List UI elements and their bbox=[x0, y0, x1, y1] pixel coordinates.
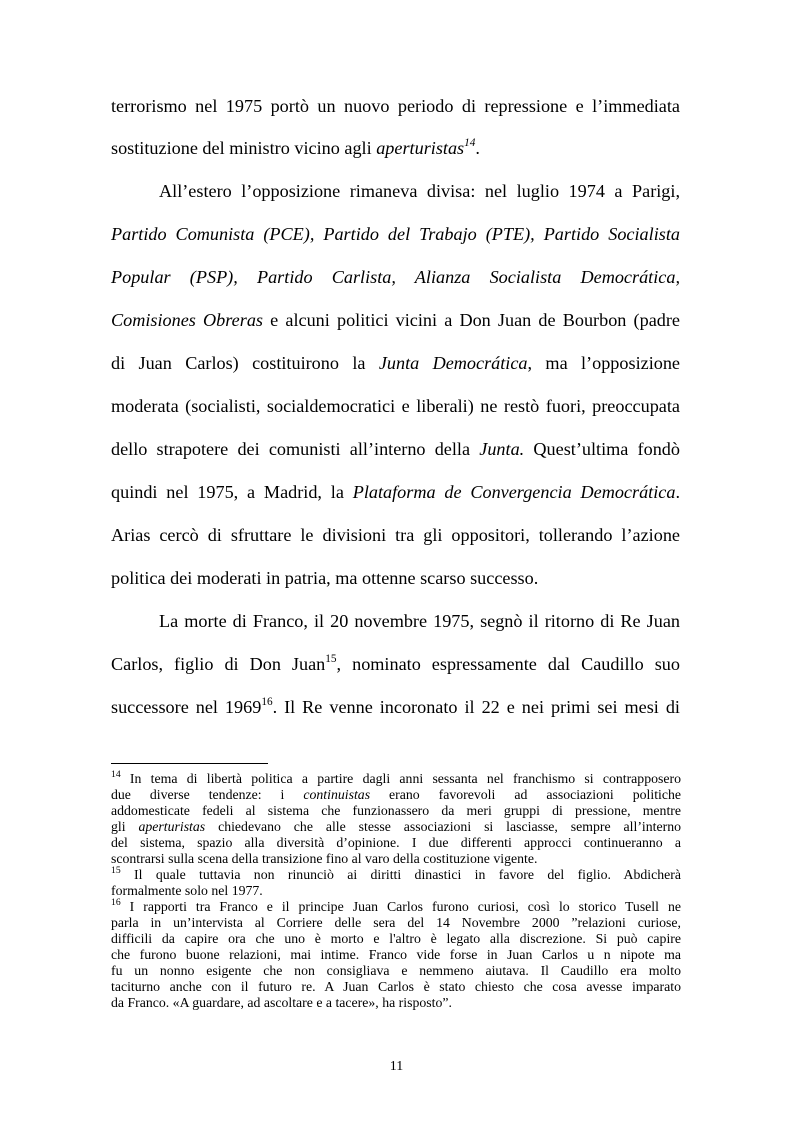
body-line-12: politica dei moderati in patria, ma ottenne scarso successo. bbox=[111, 568, 539, 588]
body-line-1: terrorismo nel 1975 portò un nuovo periodo di repressione e l’immediata bbox=[111, 96, 680, 116]
footnote-16-line-7: da Franco. «A guardare, ad ascoltare e a tacere», ha risposto”. bbox=[111, 995, 452, 1010]
footnote-16-line-1: $^{16}$ I rapporti tra Franco e il principe Juan Carlos furono curiosi, così lo storico Tusell ne bbox=[111, 896, 681, 914]
footnote-16-line-3: difficili da capire ora che uno è morto e l'altro è legato alla discrezione. Si può capire bbox=[111, 931, 681, 946]
footnote-14-line-2: due diverse tendenze: i continuistas erano favorevoli ad associazioni politiche bbox=[111, 787, 682, 802]
footnote-14-line-5: del sistema, spazio alla diversità d’opinione. I due differenti approcci continueranno a bbox=[111, 835, 681, 850]
footnote-14-line-1: $^{14}$ In tema di libertà politica a partire dagli anni sessanta nel franchismo si contrapposero bbox=[111, 768, 681, 786]
footnote-14-line-4: gli aperturistas chiedevano che alle stesse associazioni si lasciasse, sempre all’interno bbox=[111, 819, 681, 834]
footnote-separator bbox=[111, 763, 268, 764]
body-line-9: dello strapotere dei comunisti all’interno della Junta. Quest’ultima fondò bbox=[111, 439, 680, 459]
body-line-13: La morte di Franco, il 20 novembre 1975, segnò il ritorno di Re Juan bbox=[159, 611, 680, 631]
footnote-16-line-6: taciturno anche con il futuro re. A Juan Carlos è stato chiesto che cosa avesse imparato bbox=[111, 979, 681, 994]
footnote-16-line-5: fu un nonno esigente che non consigliava e nemmeno aiutava. Il Caudillo era molto bbox=[111, 963, 681, 978]
body-line-5: Popular (PSP), Partido Carlista, Alianza Socialista Democrática, bbox=[111, 267, 680, 287]
footnote-16-line-4: che furono buone relazioni, mai intime. Franco vide forse in Juan Carlos u n nipote ma bbox=[111, 947, 681, 962]
body-line-10: quindi nel 1975, a Madrid, la Plataforma de Convergencia Democrática. bbox=[111, 482, 680, 502]
footnote-15-line-1: $^{15}$ Il quale tuttavia non rinunciò ai diritti dinastici in favore del figlio. Abdicherà bbox=[111, 864, 681, 882]
body-line-7: di Juan Carlos) costituirono la Junta Democrática, ma l’opposizione bbox=[111, 353, 681, 373]
body-line-15: successore nel 1969$^{16}$. Il Re venne incoronato il 22 e nei primi sei mesi di bbox=[111, 696, 680, 717]
footnote-16-line-2: parla in un’intervista al Corriere delle sera del 14 Novembre 2000 ”relazioni curiose, bbox=[111, 915, 681, 930]
body-line-14: Carlos, figlio di Don Juan$^{15}$, nominato espressamente dal Caudillo suo bbox=[111, 653, 680, 674]
footnote-15-line-2: formalmente solo nel 1977. bbox=[111, 883, 263, 898]
body-line-4: Partido Comunista (PCE), Partido del Trabajo (PTE), Partido Socialista bbox=[111, 224, 680, 244]
body-line-6: Comisiones Obreras e alcuni politici vicini a Don Juan de Bourbon (padre bbox=[111, 310, 680, 330]
footnote-14-line-3: addomesticate fedeli al sistema che funzionassero da meri gruppi di pressione, mentre bbox=[111, 803, 681, 818]
footnote-14-line-6: scontrarsi sulla scena della transizione fino al varo della costituzione vigente. bbox=[111, 851, 538, 866]
body-line-2: sostituzione del ministro vicino agli aperturistas$^{14}$. bbox=[111, 137, 480, 158]
body-line-11: Arias cercò di sfruttare le divisioni tra gli oppositori, tollerando l’azione bbox=[111, 525, 680, 545]
page-number: 11 bbox=[389, 1059, 404, 1074]
body-line-8: moderata (socialisti, socialdemocratici e liberali) ne restò fuori, preoccupata bbox=[111, 396, 680, 416]
body-line-3: All’estero l’opposizione rimaneva divisa: nel luglio 1974 a Parigi, bbox=[159, 181, 680, 201]
